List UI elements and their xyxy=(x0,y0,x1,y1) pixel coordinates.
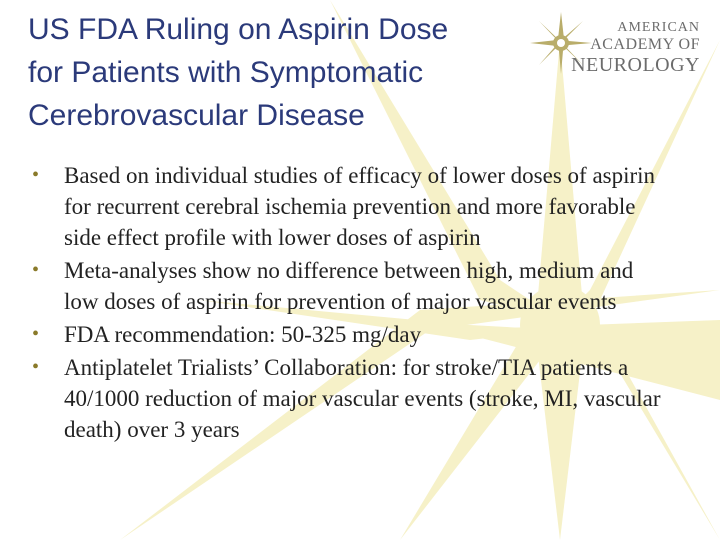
bullet-icon: • xyxy=(32,356,40,378)
bullet-text: FDA recommendation: 50-325 mg/day xyxy=(64,322,422,347)
logo-line-academy: ACADEMY OF xyxy=(590,36,700,53)
bullet-icon: • xyxy=(32,259,40,281)
title-line-3: Cerebrovascular Disease xyxy=(28,99,365,132)
logo-wordmark xyxy=(571,20,700,76)
bullet-item xyxy=(28,319,708,350)
slide-title xyxy=(28,8,548,137)
bullet-icon: • xyxy=(32,323,40,345)
bullet-item xyxy=(28,160,708,253)
bullet-item xyxy=(28,255,708,317)
bullet-item xyxy=(28,352,708,445)
bullet-icon: • xyxy=(32,164,40,186)
title-line-2: for Patients with Symptomatic xyxy=(28,56,424,89)
logo-line-american: AMERICAN xyxy=(617,20,700,35)
aan-logo xyxy=(530,8,710,78)
bullet-text: Antiplatelet Trialists’ Collaboration: for stroke/TIA patients a 40/1000 reduction of major vascular events (stroke, MI, vascular death) over 3 years xyxy=(64,355,661,442)
bullet-text: Meta-analyses show no difference between high, medium and low doses of aspirin for prevention of major vascular events xyxy=(64,258,634,314)
logo-line-neurology: NEUROLOGY xyxy=(571,54,700,76)
title-line-1: US FDA Ruling on Aspirin Dose xyxy=(28,13,449,46)
bullet-list xyxy=(28,160,708,447)
bullet-text: Based on individual studies of efficacy of lower doses of aspirin for recurrent cerebral ischemia prevention and more favorable side effect profile with lower doses of aspirin xyxy=(64,163,656,250)
